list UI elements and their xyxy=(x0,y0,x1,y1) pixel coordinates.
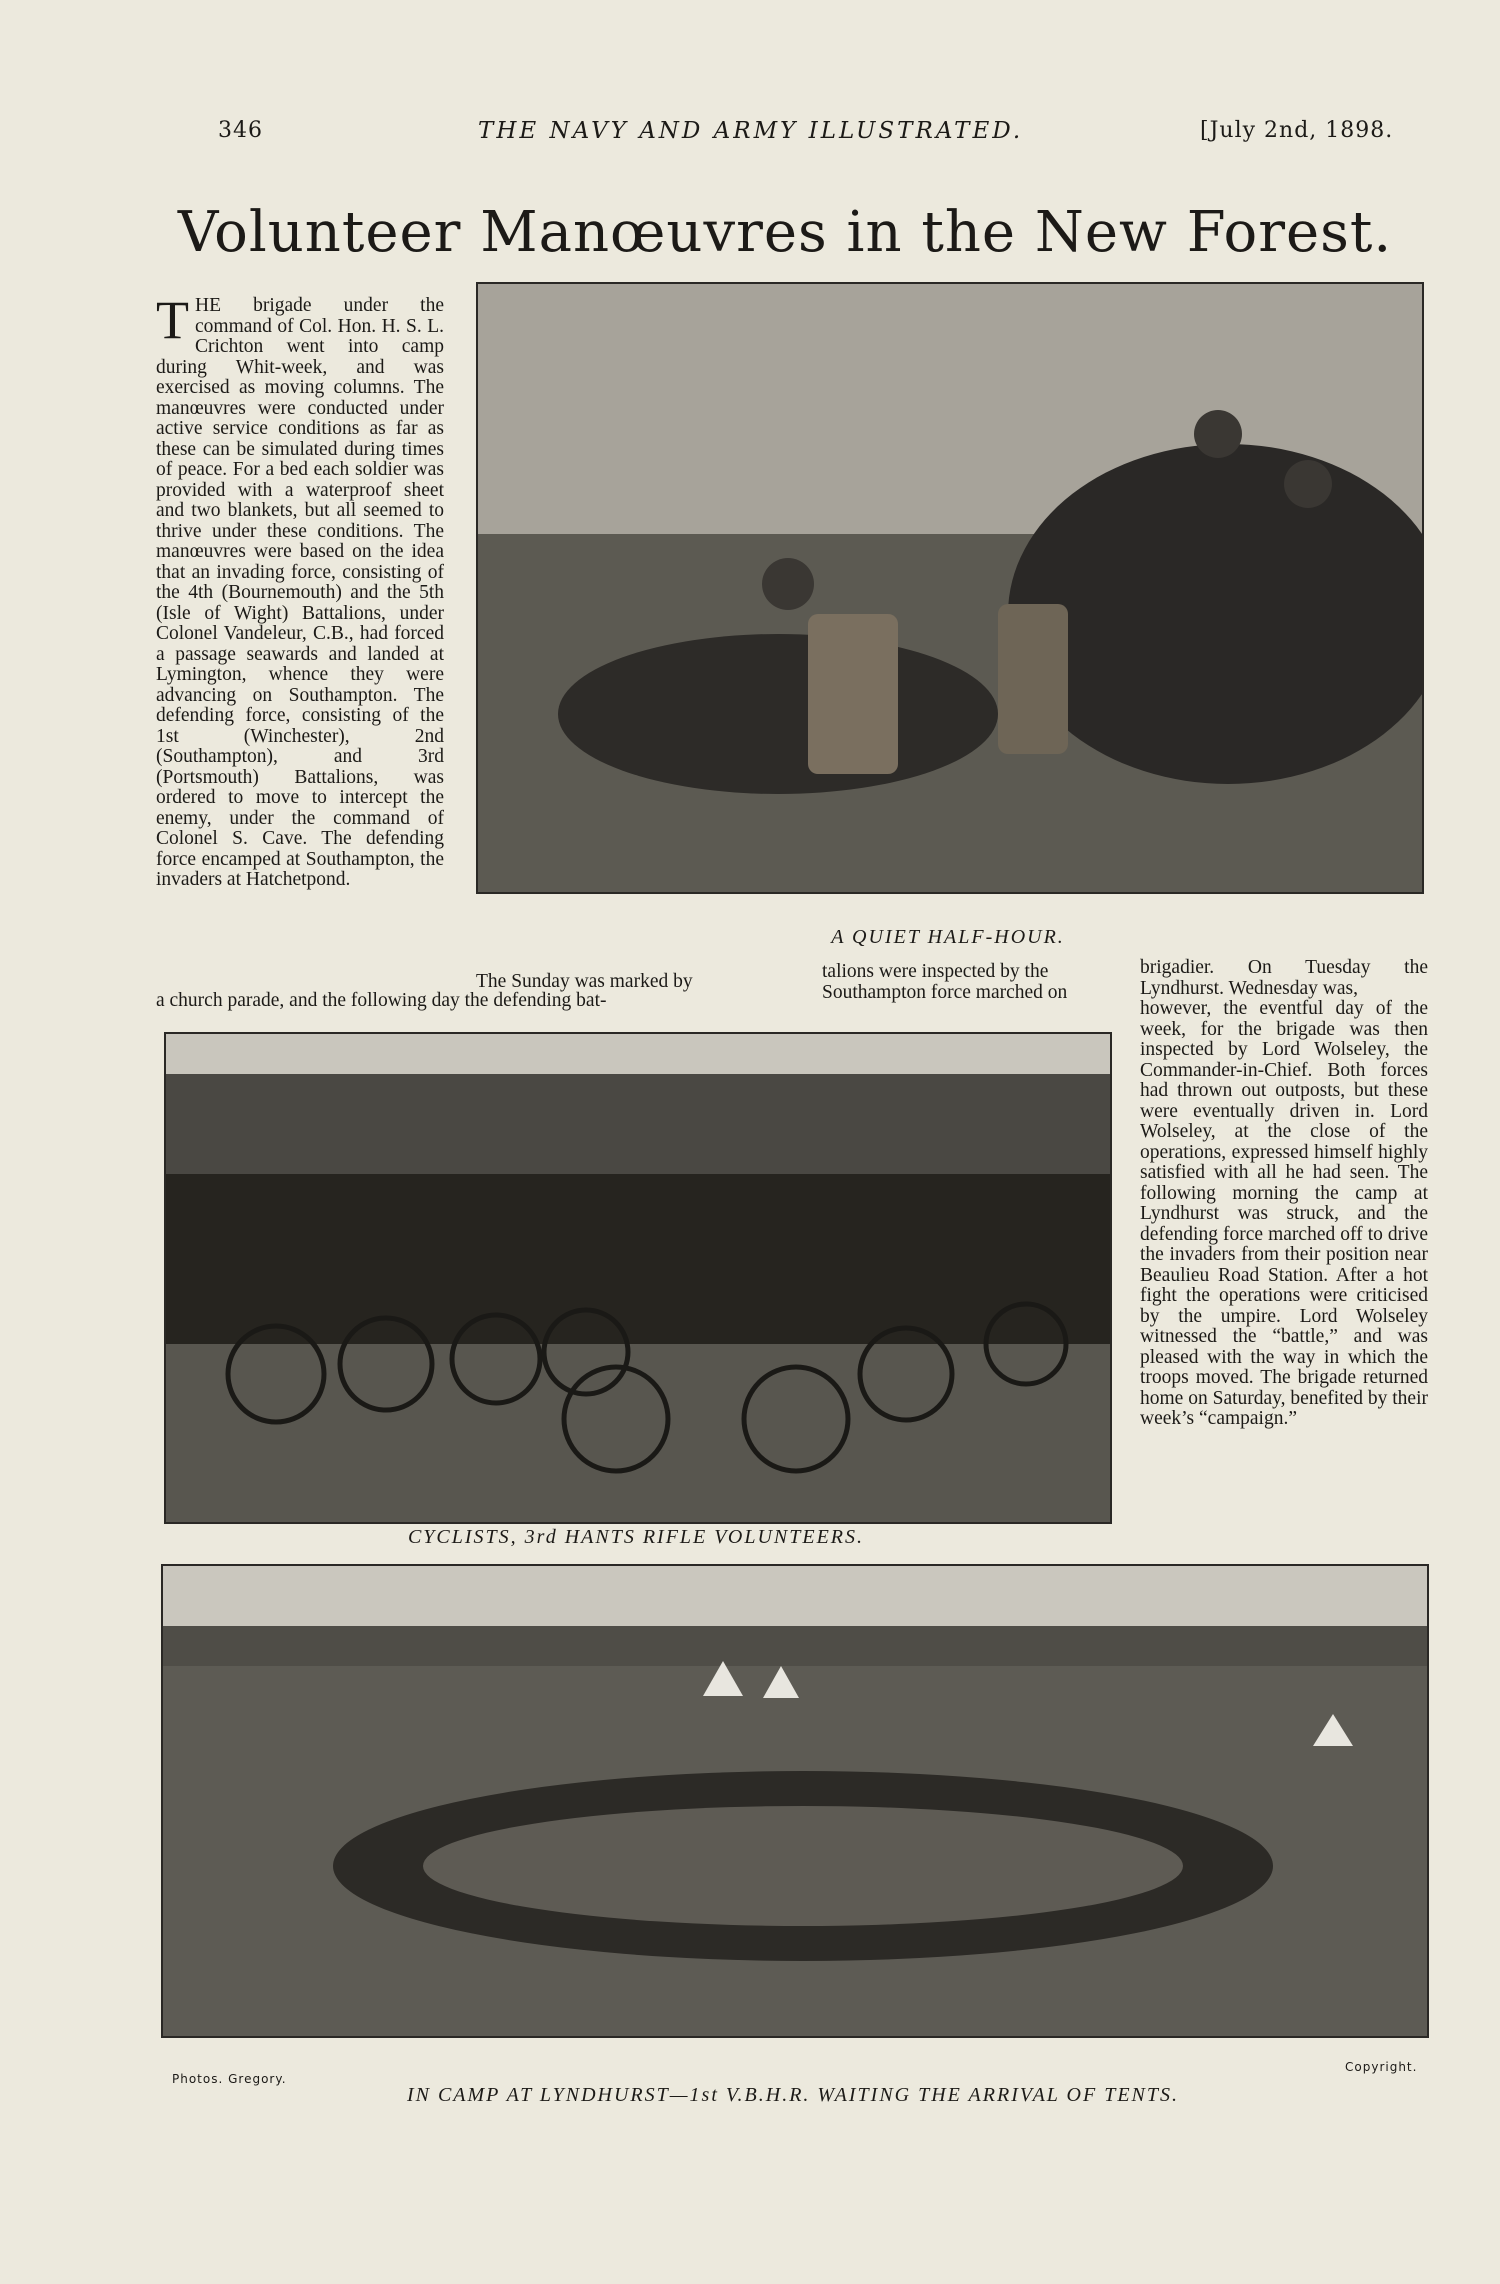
caption-camp-lyndhurst: IN CAMP AT LYNDHURST—1st V.B.H.R. WAITING THE ARRIVAL OF TENTS. xyxy=(406,2084,1180,2106)
drop-cap: T xyxy=(156,290,189,350)
photo-camp-lyndhurst xyxy=(161,1564,1429,2038)
column-1-text: HE brigade under the command of Col. Hon. H. S. L. Crichton went into camp during Whit-week, and was exercised as moving columns. The manœuvres were conducted under active service conditions as far as these can be simulated during times of peace. For a bed each soldier was provided with a waterproof sheet and two blankets, but all seemed to thrive under these conditions. The manœuvres were based on the idea that an invading force, consisting of the 4th (Bournemouth) and the 5th (Isle of Wight) Battalions, under Colonel Vandeleur, C.B., had forced a passage seawards and landed at Lymington, whence they were advancing on Southampton. The defending force, consisting of the 1st (Winchester), 2nd (Southampton), and 3rd (Portsmouth) Battalions, was ordered to move to intercept the enemy, under the command of Colonel S. Cave. The defending force encamped at Southampton, the invaders at Hatchetpond. xyxy=(156,295,444,890)
column-2-text: The Sunday was marked by xyxy=(476,971,693,992)
column-3-text: talions were inspected by the Southampton force marched on xyxy=(822,961,1068,1003)
column-4-text: however, the eventful day of the week, for the brigade was then inspected by Lord Wolseley, the Commander-in-Chief. Both forces had thrown out outposts, but these were eventually driven in. Lord Wolseley, at the close of the operations, expressed himself highly satisfied with all he had seen. The following morning the camp at Lyndhurst was struck, and the defending force marched off to drive the invaders from their position near Beaulieu Road Station. After a hot fight the operations were criticised by the umpire. Lord Wolseley witnessed the “battle,” and was pleased with the way in which the troops moved. The brigade returned home on Saturday, benefited by their week’s “campaign.” xyxy=(1140,998,1428,1429)
photo-credit: Photos. Gregory. xyxy=(172,2072,287,2086)
column-1-tail: a church parade, and the following day the defending bat- xyxy=(156,990,607,1011)
caption-cyclists: CYCLISTS, 3rd HANTS RIFLE VOLUNTEERS. xyxy=(407,1526,865,1548)
article-title: Volunteer Manœuvres in the New Forest. xyxy=(177,200,1393,265)
article-column-1 xyxy=(156,290,444,891)
photo-cyclists xyxy=(164,1032,1112,1524)
copyright-notice: Copyright. xyxy=(1345,2060,1418,2074)
column-4-top: brigadier. On Tuesday the Lyndhurst. Wednesday was, xyxy=(1140,957,1428,999)
caption-quiet-half-hour: A QUIET HALF-HOUR. xyxy=(831,926,1065,948)
journal-title: THE NAVY AND ARMY ILLUSTRATED. xyxy=(478,118,1024,144)
issue-date: [July 2nd, 1898. xyxy=(1200,118,1394,143)
photo-quiet-half-hour xyxy=(476,282,1424,894)
page-number: 346 xyxy=(218,118,263,143)
article-column-4 xyxy=(1140,958,1428,1430)
